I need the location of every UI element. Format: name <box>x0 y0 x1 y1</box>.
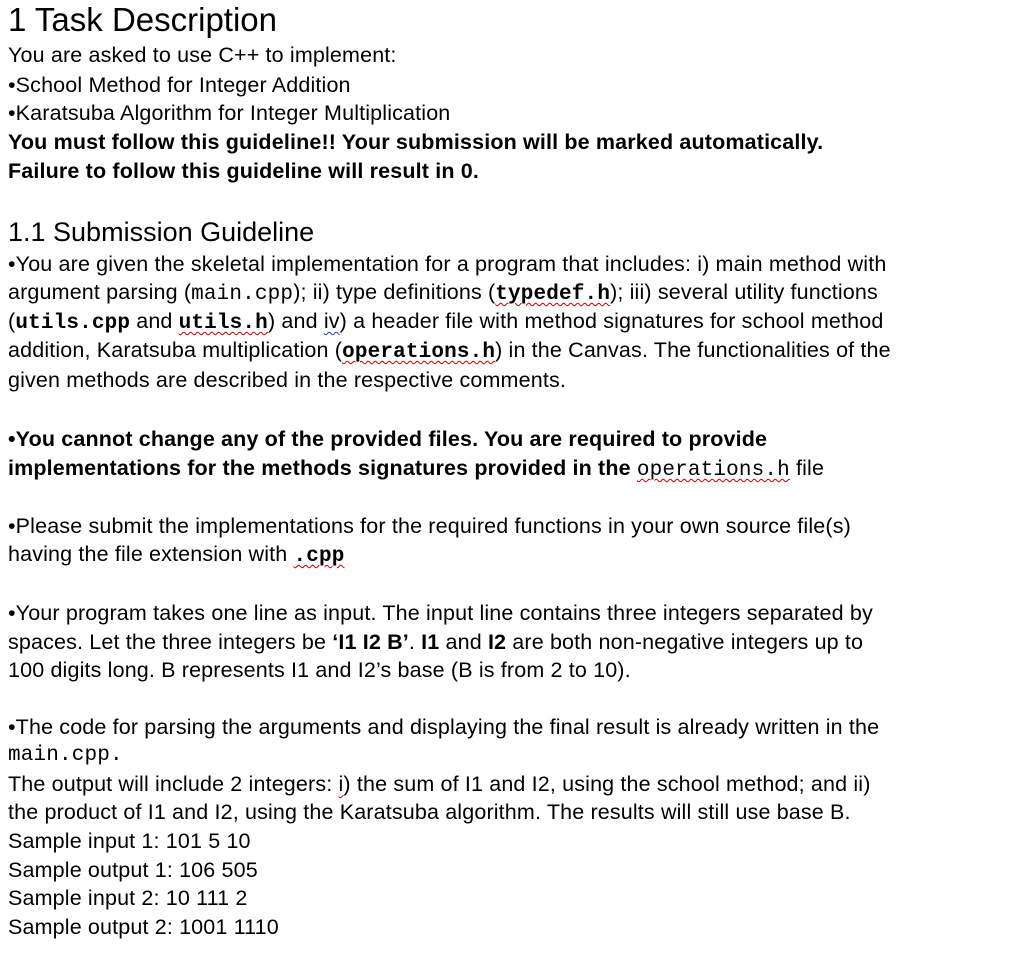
sample-input-2: Sample input 2: 10 111 2 <box>8 886 248 910</box>
text: and <box>439 630 488 654</box>
operations-h-filename: operations.h <box>636 459 790 482</box>
bullet-school-method: •School Method for Integer Addition <box>8 73 351 97</box>
sample-output-2: Sample output 2: 1001 1110 <box>8 915 279 939</box>
guideline-heading: 1.1 Submission Guideline <box>8 217 315 247</box>
p2-line-1: •You cannot change any of the provided files. You are required to provide <box>8 427 768 451</box>
p5-line-1: •The code for parsing the arguments and displaying the final result is already written in the <box>8 715 880 739</box>
roman-iv: iv <box>323 309 340 333</box>
text: argument parsing ( <box>8 280 192 304</box>
warning-line-1: You must follow this guideline!! Your submission will be marked automatically. <box>8 130 824 154</box>
text: ( <box>8 309 16 333</box>
operations-h-filename: operations.h <box>342 341 496 364</box>
text: and <box>130 309 179 333</box>
text: ) and <box>267 309 324 333</box>
utils-h-filename: utils.h <box>178 312 268 335</box>
text: ); ii) type definitions ( <box>293 280 496 304</box>
text: ) a header file with method signatures for school method <box>339 309 884 333</box>
utils-cpp-filename: utils.cpp <box>15 312 131 335</box>
task-intro: You are asked to use C++ to implement: <box>8 43 397 67</box>
p1-line-4 <box>8 337 891 366</box>
p1-line-2 <box>8 279 878 308</box>
text: having the file extension with <box>8 542 294 566</box>
main-cpp-filename: main.cpp. <box>8 744 123 767</box>
main-cpp-filename: main.cpp <box>191 283 294 306</box>
p2-line-2 <box>8 455 824 484</box>
text: ); iii) several utility functions <box>610 280 878 304</box>
p5-line-4: the product of I1 and I2, using the Karatsuba algorithm. The results will still use base B. <box>8 800 851 824</box>
cpp-extension: .cpp <box>293 545 345 568</box>
p1-line-3 <box>8 308 883 337</box>
p1-line-1: •You are given the skeletal implementation for a program that includes: i) main method with <box>8 252 887 276</box>
p4-line-1: •Your program takes one line as input. The input line contains three integers separated by <box>8 601 873 625</box>
text: addition, Karatsuba multiplication ( <box>8 338 343 362</box>
text: are both non-negative integers up to <box>506 630 864 654</box>
p5-line-3 <box>8 771 871 797</box>
warning-line-2: Failure to follow this guideline will result in 0. <box>8 159 479 183</box>
p3-line-2 <box>8 541 345 570</box>
p4-line-3: 100 digits long. B represents I1 and I2’s base (B is from 2 to 10). <box>8 658 631 682</box>
sample-output-1: Sample output 1: 106 505 <box>8 858 258 882</box>
i1-label: I1 <box>421 630 440 654</box>
text: file <box>789 456 825 480</box>
p1-line-5: given methods are described in the respective comments. <box>8 368 566 392</box>
text: . <box>408 630 422 654</box>
text: spaces. Let the three integers be <box>8 630 333 654</box>
task-heading: 1 Task Description <box>8 1 278 38</box>
typedef-h-filename: typedef.h <box>495 283 611 306</box>
bullet-karatsuba: •Karatsuba Algorithm for Integer Multiplication <box>8 101 451 125</box>
roman-i: i <box>338 772 344 796</box>
text: The output will include 2 integers: <box>8 772 339 796</box>
p3-line-1: •Please submit the implementations for the required functions in your own source file(s) <box>8 514 851 538</box>
text: ) in the Canvas. The functionalities of the <box>495 338 891 362</box>
p4-line-2 <box>8 629 863 655</box>
i2-label: I2 <box>487 630 507 654</box>
text: ) the sum of I1 and I2, using the school method; and ii) <box>343 772 871 796</box>
text: implementations for the methods signatures provided in the <box>8 456 637 480</box>
sample-input-1: Sample input 1: 101 5 10 <box>8 829 251 853</box>
input-format: ‘I1 I2 B’ <box>332 630 409 654</box>
